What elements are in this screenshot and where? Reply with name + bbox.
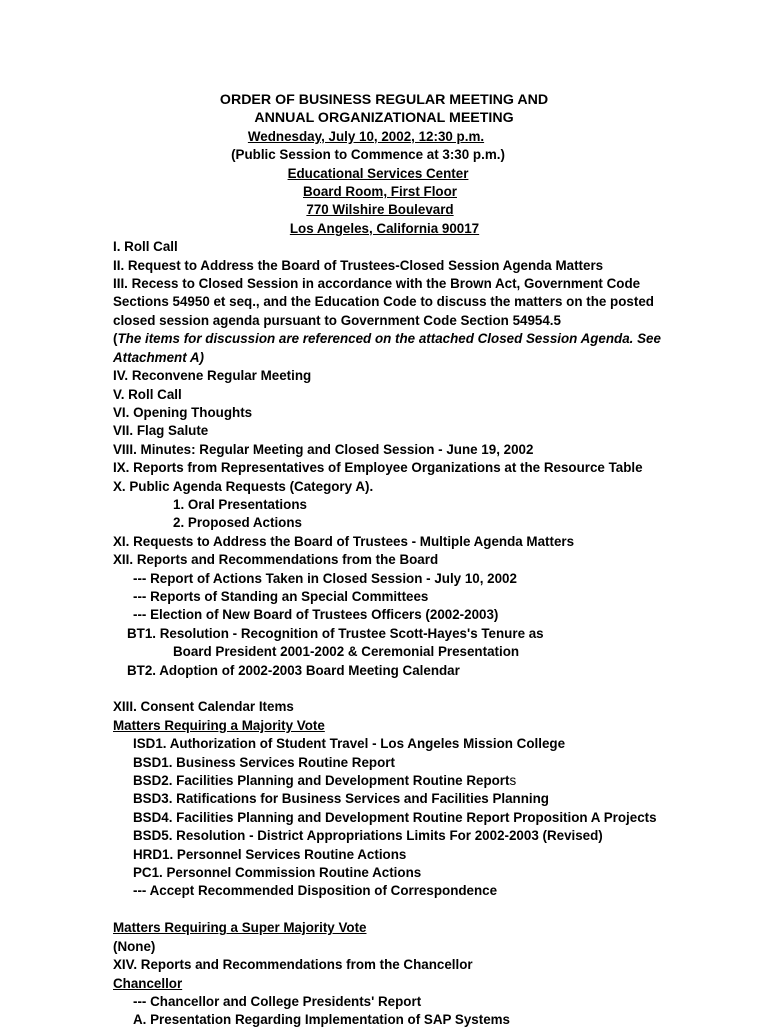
agenda-item: I. Roll Call [113,239,178,255]
agenda-item: IV. Reconvene Regular Meeting [113,368,312,384]
agenda-item: VII. Flag Salute [113,423,209,439]
location-name: Educational Services Center [287,165,469,181]
agenda-item: V. Roll Call [113,386,182,402]
agenda-subitem: BSD4. Facilities Planning and Development Routine Report Proposition A Projects [133,809,657,825]
title-line-2: ANNUAL ORGANIZATIONAL MEETING [254,110,514,127]
agenda-item: VI. Opening Thoughts [113,404,253,420]
agenda-item: III. Recess to Closed Session in accordance with the Brown Act, Government Code [113,276,641,292]
agenda-subitem: ISD1. Authorization of Student Travel - Los Angeles Mission College [133,736,566,752]
agenda-item: X. Public Agenda Requests (Category A). [113,478,374,494]
paren: ( [113,331,118,347]
agenda-item: XIV. Reports and Recommendations from the Chancellor [113,957,473,973]
agenda-item: II. Request to Address the Board of Trustees-Closed Session Agenda Matters [113,257,604,273]
agenda-document [113,91,733,1030]
agenda-item: XI. Requests to Address the Board of Trustees - Multiple Agenda Matters [113,533,575,549]
location-room: Board Room, First Floor [303,184,457,200]
agenda-item: XIII. Consent Calendar Items [113,699,294,715]
agenda-subitem: BSD5. Resolution - District Appropriations Limits For 2002-2003 (Revised) [133,828,603,844]
agenda-subitem: BSD3. Ratifications for Business Services and Facilities Planning [133,791,549,807]
agenda-subitem: --- Chancellor and College Presidents' Report [133,993,422,1009]
agenda-subitem: PC1. Personnel Commission Routine Actions [133,865,422,881]
agenda-subitem: BT1. Resolution - Recognition of Trustee Scott-Hayes's Tenure as [127,625,544,641]
agenda-subitem: --- Accept Recommended Disposition of Correspondence [133,883,498,899]
section-heading: Matters Requiring a Majority Vote [113,717,325,733]
agenda-subitem: --- Report of Actions Taken in Closed Session - July 10, 2002 [133,570,517,586]
title-line-1: ORDER OF BUSINESS REGULAR MEETING AND [219,92,549,108]
agenda-subitem: HRD1. Personnel Services Routine Actions [133,846,407,862]
agenda-item: VIII. Minutes: Regular Meeting and Closed Session - June 19, 2002 [113,441,534,457]
public-session-time: (Public Session to Commence at 3:30 p.m.) [231,147,505,163]
agenda-subitem: --- Election of New Board of Trustees Officers (2002-2003) [133,607,499,623]
location-street: 770 Wilshire Boulevard [306,202,454,218]
agenda-item: XII. Reports and Recommendations from the Board [113,552,439,568]
meeting-date: Wednesday, July 10, 2002, 12:30 p.m. [247,128,485,144]
agenda-item: closed session agenda pursuant to Government Code Section 54954.5 [113,312,561,328]
agenda-note: Attachment A) [113,349,205,365]
agenda-subitem: Board President 2001-2002 & Ceremonial Presentation [173,644,520,660]
agenda-subitem: BSD2. Facilities Planning and Development Routine Report [133,773,510,789]
agenda-item: (None) [113,938,156,954]
agenda-subitem: 2. Proposed Actions [173,515,302,531]
agenda-subitem: --- Reports of Standing an Special Committees [133,588,429,604]
agenda-subitem: 1. Oral Presentations [173,496,307,512]
location-city: Los Angeles, California 90017 [289,220,480,236]
agenda-item: IX. Reports from Representatives of Employee Organizations at the Resource Table [113,460,643,476]
agenda-subitem-suffix: s [509,773,517,789]
agenda-subitem: BT2. Adoption of 2002-2003 Board Meeting Calendar [127,662,460,678]
agenda-note: The items for discussion are referenced on the attached Closed Session Agenda. See [117,331,661,347]
section-heading: Matters Requiring a Super Majority Vote [113,920,367,936]
agenda-item: Sections 54950 et seq., and the Education Code to discuss the matters on the posted [113,294,654,310]
agenda-subitem: BSD1. Business Services Routine Report [133,754,395,770]
section-heading: Chancellor [113,975,183,991]
agenda-subitem: A. Presentation Regarding Implementation of SAP Systems [133,1012,511,1028]
